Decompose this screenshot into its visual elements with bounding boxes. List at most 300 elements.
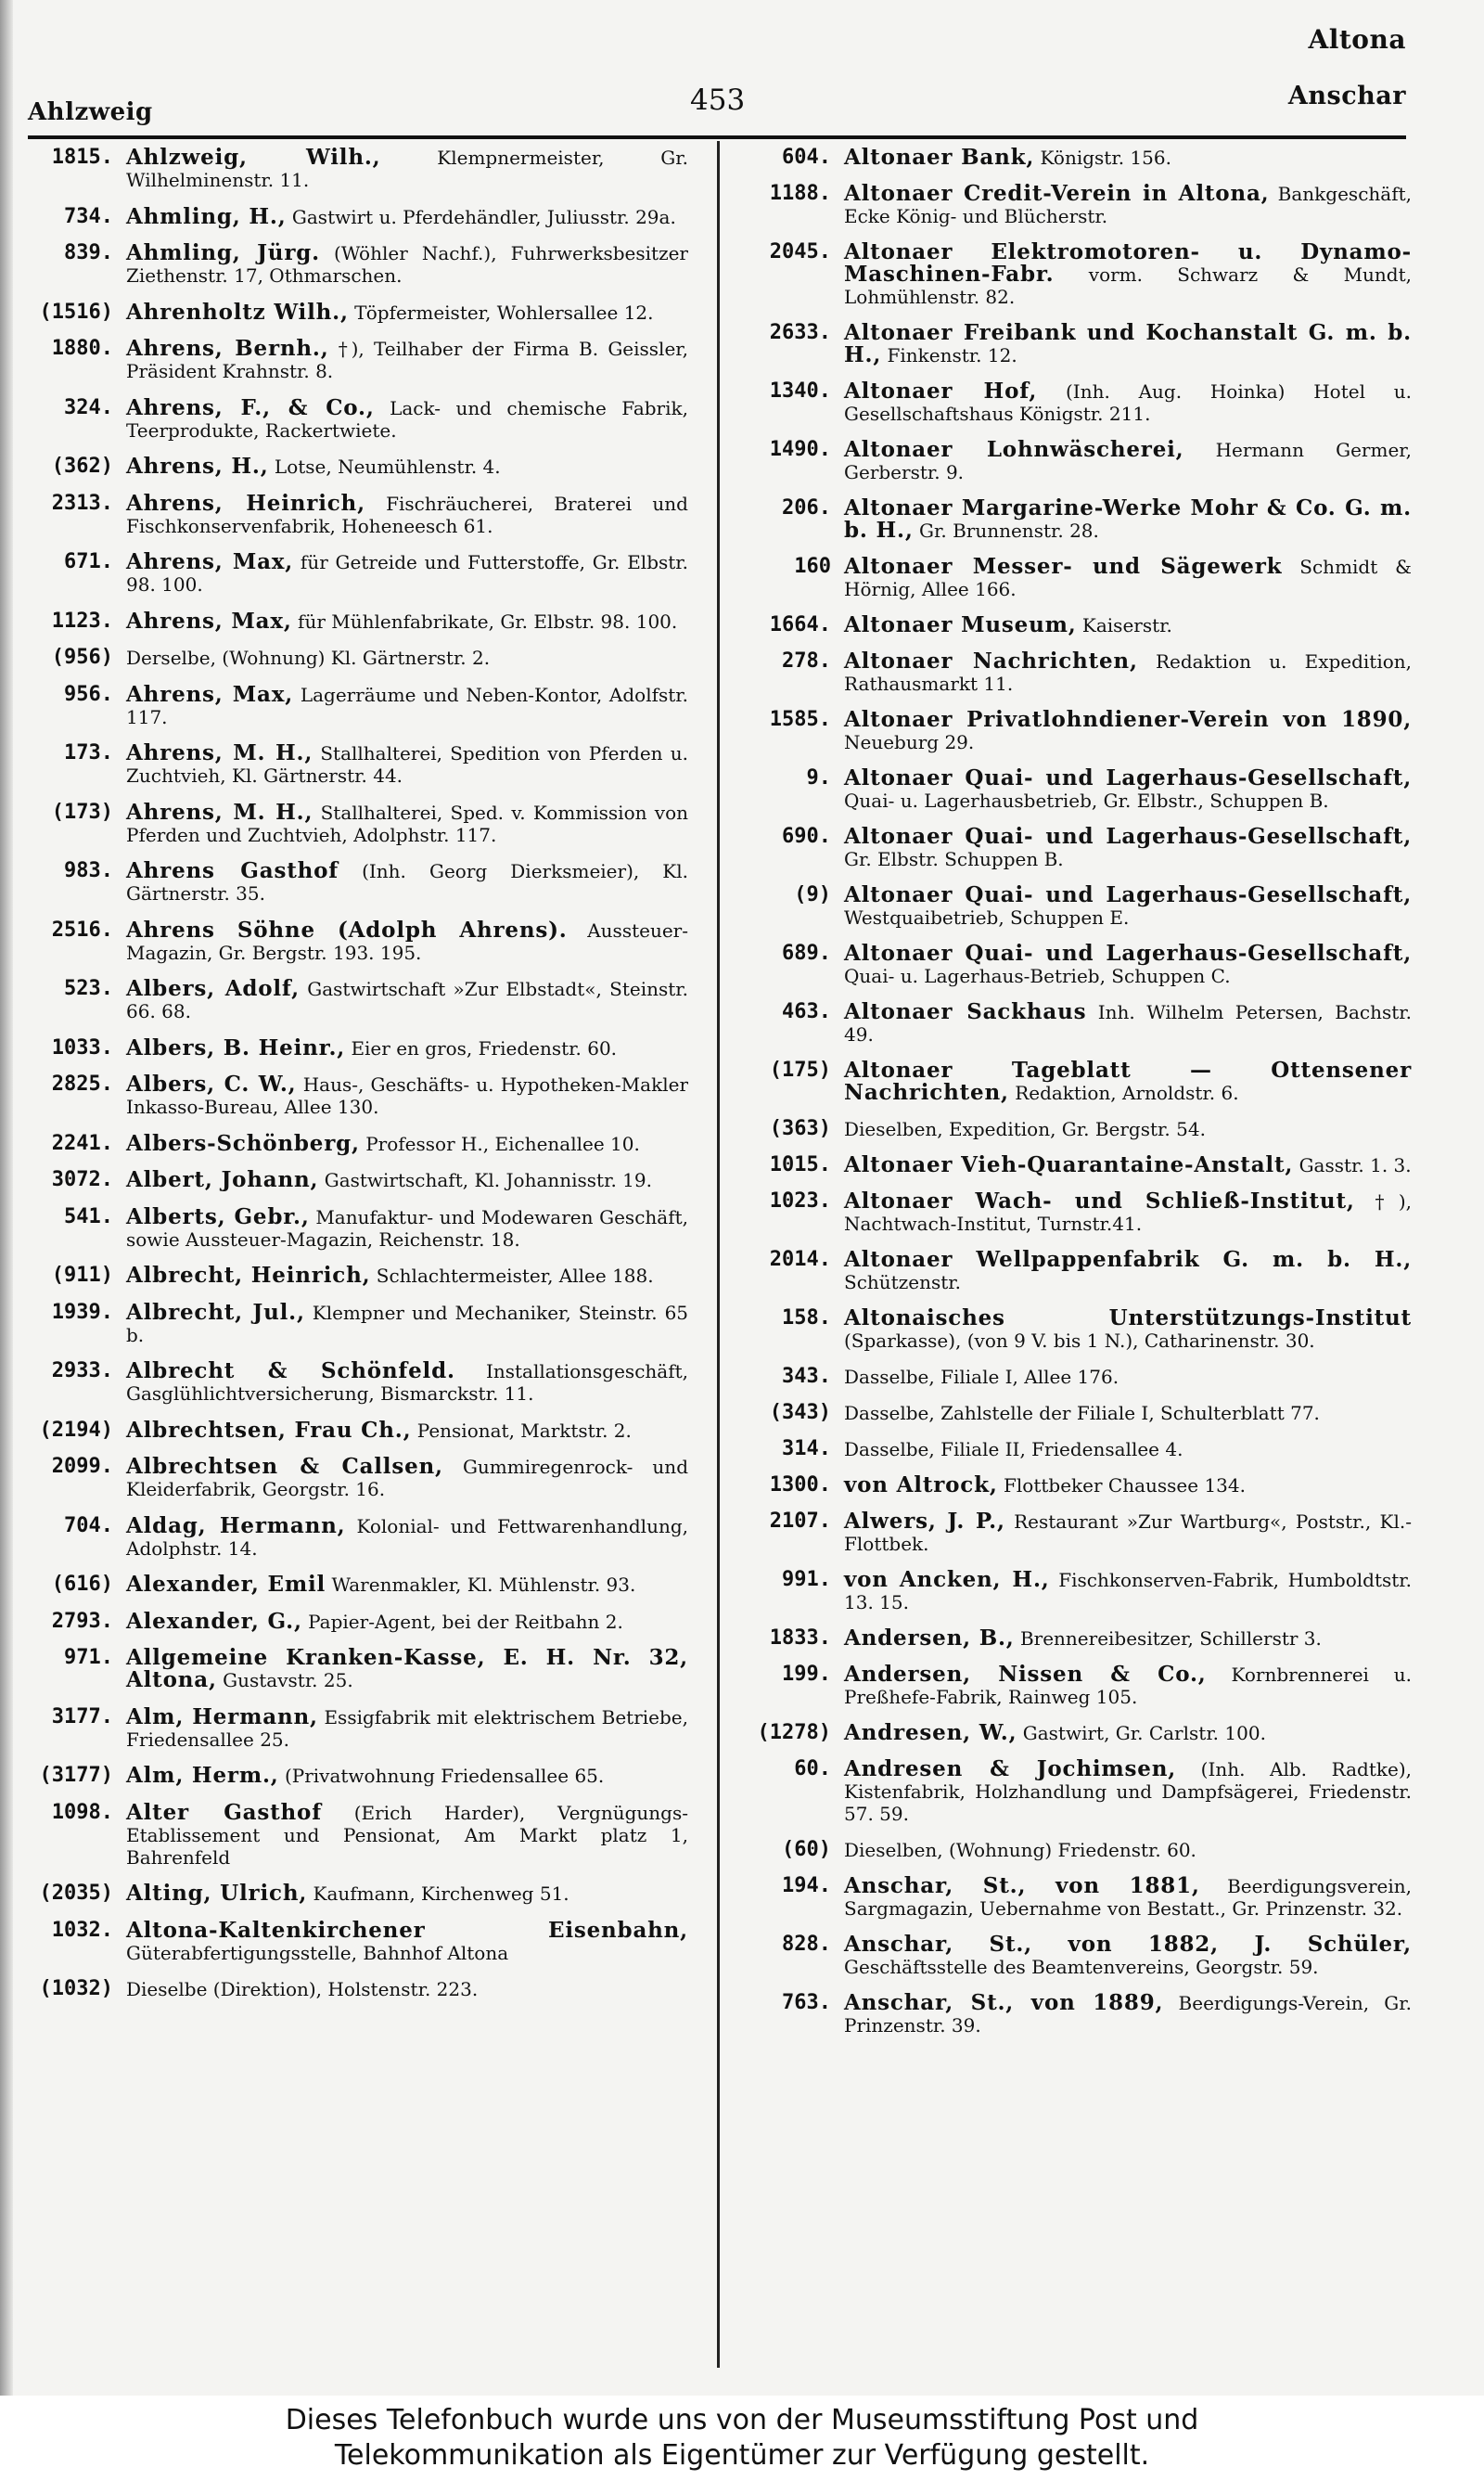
phone-number: 1188. bbox=[769, 182, 831, 205]
footer-line-2: Telekommunikation als Eigentümer zur Verfügung gestellt. bbox=[334, 2439, 1150, 2472]
subscriber-name: Albrechtsen, Frau Ch., bbox=[126, 1417, 412, 1443]
subscriber-detail: (Inh. Alb. Radtke), Kistenfabrik, Holzhandlung und Dampfsägerei, Friedenstr. 57. 59. bbox=[844, 1758, 1412, 1825]
directory-entry bbox=[28, 1417, 688, 1443]
subscriber-detail: für Mühlenfabrikate, Gr. Elbstr. 98. 100. bbox=[298, 610, 678, 633]
subscriber-detail: Hermann Germer, Gerberstr. 9. bbox=[844, 439, 1412, 483]
subscriber-detail: (Wöhler Nachf.), Fuhrwerksbesitzer Ziethenstr. 17, Othmarschen. bbox=[126, 242, 688, 287]
entry-text bbox=[126, 1799, 688, 1869]
subscriber-name: Albrechtsen & Callsen, bbox=[126, 1454, 443, 1479]
entry-text bbox=[126, 1574, 688, 1596]
footer-line-1: Dieses Telefonbuch wurde uns von der Museumsstiftung Post und bbox=[285, 2404, 1199, 2436]
subscriber-detail: Warenmakler, Kl. Mühlenstr. 93. bbox=[331, 1574, 636, 1596]
subscriber-name: von Ancken, H., bbox=[844, 1567, 1050, 1592]
subscriber-detail: Dieselben, Expedition, Gr. Bergstr. 54. bbox=[844, 1118, 1206, 1140]
entry-text bbox=[844, 322, 1412, 366]
phone-number: 2633. bbox=[769, 321, 831, 344]
entry-text bbox=[844, 241, 1412, 308]
subscriber-detail: †), Nachtwach-Institut, Turnstr.41. bbox=[844, 1190, 1412, 1235]
phone-number: 158. bbox=[782, 1306, 831, 1330]
entry-text bbox=[126, 1456, 688, 1500]
subscriber-name: Alm, Hermann, bbox=[126, 1703, 318, 1729]
phone-number: 1815. bbox=[51, 147, 113, 169]
subscriber-detail: Neueburg 29. bbox=[844, 731, 975, 753]
subscriber-name: Altonaer Messer- und Sägewerk bbox=[844, 554, 1283, 579]
phone-number: (956) bbox=[51, 646, 113, 669]
entry-text bbox=[844, 1992, 1412, 2037]
directory-entry bbox=[751, 1758, 1412, 1825]
entry-text bbox=[844, 1839, 1412, 1861]
subscriber-detail: Gr. Elbstr. Schuppen B. bbox=[844, 848, 1064, 870]
subscriber-detail: Quai- u. Lagerhaus-Betrieb, Schuppen C. bbox=[844, 965, 1231, 987]
directory-entry bbox=[751, 1402, 1412, 1424]
phone-number: 734. bbox=[64, 204, 113, 228]
phone-number: 1490. bbox=[769, 438, 831, 461]
subscriber-detail: Töpfermeister, Wohlersallee 12. bbox=[354, 301, 654, 324]
subscriber-name: Ahmling, Jürg. bbox=[126, 240, 320, 265]
entry-text bbox=[126, 551, 688, 596]
phone-number: (1032) bbox=[39, 1977, 113, 2000]
subscriber-name: Altonaer Museum, bbox=[844, 612, 1077, 637]
directory-entry bbox=[751, 1722, 1412, 1744]
directory-entry bbox=[28, 551, 688, 596]
phone-number: 206. bbox=[782, 496, 831, 520]
directory-entry bbox=[28, 203, 688, 229]
subscriber-name: Altonaer Quai- und Lagerhaus-Gesellschaft, bbox=[844, 824, 1412, 849]
phone-number: 1023. bbox=[769, 1189, 831, 1213]
subscriber-name: Andersen, B., bbox=[844, 1625, 1015, 1651]
directory-entry bbox=[751, 614, 1412, 636]
directory-entry bbox=[751, 767, 1412, 812]
phone-number: 2313. bbox=[51, 491, 113, 515]
subscriber-detail: (Erich Harder), Vergnügungs-Etablissement und Pensionat, Am Markt platz 1, Bahrenfeld bbox=[126, 1801, 688, 1869]
directory-entry bbox=[28, 1608, 688, 1634]
subscriber-name: Ahrens Gasthof bbox=[126, 858, 339, 883]
phone-number: 2045. bbox=[769, 240, 831, 263]
phone-number: 991. bbox=[782, 1568, 831, 1591]
subscriber-detail: Lack- und chemische Fabrik, Teerprodukte, Rackertwiete. bbox=[126, 396, 688, 442]
entry-text bbox=[844, 614, 1412, 636]
entry-text bbox=[126, 1265, 688, 1287]
subscriber-detail: Geschäftsstelle des Beamtenvereins, Georgstr. 59. bbox=[844, 1956, 1319, 1978]
directory-entry bbox=[28, 1703, 688, 1751]
directory-entry bbox=[751, 1992, 1412, 2037]
entry-text bbox=[126, 1130, 688, 1156]
directory-entry bbox=[751, 650, 1412, 695]
subscriber-detail: Quai- u. Lagerhausbetrieb, Gr. Elbstr., Schuppen B. bbox=[844, 790, 1329, 812]
directory-entry bbox=[751, 1307, 1412, 1352]
phone-number: 689. bbox=[782, 942, 831, 965]
phone-number: 1880. bbox=[51, 337, 113, 360]
directory-entry bbox=[751, 1154, 1412, 1176]
directory-entry bbox=[28, 456, 688, 478]
phone-number: 671. bbox=[64, 550, 113, 573]
subscriber-detail: Beerdigungs-Verein, Gr. Prinzenstr. 39. bbox=[844, 1992, 1412, 2037]
entry-text bbox=[126, 1512, 688, 1560]
entry-text bbox=[126, 490, 688, 537]
subscriber-detail: Klempnermeister, Gr. Wilhelminenstr. 11. bbox=[126, 147, 688, 191]
directory-entry bbox=[751, 1934, 1412, 1978]
phone-number: 541. bbox=[64, 1204, 113, 1228]
phone-number: 704. bbox=[64, 1513, 113, 1537]
subscriber-name: Ahrens, Heinrich, bbox=[126, 490, 365, 516]
directory-entry bbox=[751, 1249, 1412, 1293]
phone-number: (616) bbox=[51, 1573, 113, 1596]
subscriber-detail: Klempner und Mechaniker, Steinstr. 65 b. bbox=[126, 1301, 688, 1346]
subscriber-detail: Gastwirt, Gr. Carlstr. 100. bbox=[1022, 1722, 1266, 1744]
directory-entry bbox=[751, 1060, 1412, 1104]
subscriber-name: Alexander, G., bbox=[126, 1608, 302, 1634]
phone-number: 463. bbox=[782, 1000, 831, 1023]
entry-text bbox=[844, 1510, 1412, 1555]
subscriber-detail: Professor H., Eichenallee 10. bbox=[365, 1132, 640, 1155]
subscriber-name: Altonaer Nachrichten, bbox=[844, 649, 1138, 674]
entry-text bbox=[126, 919, 688, 964]
subscriber-detail: Güterabfertigungsstelle, Bahnhof Altona bbox=[126, 1941, 509, 1964]
phone-number: 1033. bbox=[51, 1035, 113, 1060]
subscriber-name: Ahrens, Max, bbox=[126, 608, 292, 634]
subscriber-name: Altonaer Vieh-Quarantaine-Anstalt, bbox=[844, 1152, 1294, 1177]
phone-number: (363) bbox=[769, 1117, 831, 1140]
entry-text bbox=[126, 1608, 688, 1634]
subscriber-detail: Dieselben, (Wohnung) Friedenstr. 60. bbox=[844, 1839, 1196, 1861]
phone-number: (9) bbox=[794, 883, 831, 906]
directory-entry bbox=[28, 978, 688, 1022]
phone-number: 2241. bbox=[51, 1131, 113, 1155]
entry-text bbox=[126, 1978, 688, 2000]
entry-text bbox=[844, 943, 1412, 987]
subscriber-detail: Installationsgeschäft, Gasglühlichtversicherung, Bismarckstr. 11. bbox=[126, 1360, 688, 1405]
directory-entry bbox=[28, 610, 688, 633]
directory-entry bbox=[751, 556, 1412, 600]
entry-text bbox=[126, 1703, 688, 1751]
phone-number: 2014. bbox=[769, 1248, 831, 1271]
subscriber-name: Ahrenholtz Wilh., bbox=[126, 299, 349, 325]
phone-number: 971. bbox=[64, 1646, 113, 1669]
column-divider bbox=[717, 141, 720, 2368]
subscriber-detail: Gr. Brunnenstr. 28. bbox=[919, 520, 1099, 542]
entry-text bbox=[126, 1299, 688, 1346]
subscriber-detail: Inh. Wilhelm Petersen, Bachstr. 49. bbox=[844, 1001, 1412, 1046]
phone-number: 763. bbox=[782, 1991, 831, 2014]
directory-entry bbox=[28, 1130, 688, 1156]
phone-number: 956. bbox=[64, 682, 113, 706]
subscriber-detail: Finkenstr. 12. bbox=[887, 344, 1017, 366]
entry-text bbox=[126, 1034, 688, 1060]
subscriber-name: Ahrens, M. H., bbox=[126, 740, 313, 765]
phone-number: 1123. bbox=[51, 609, 113, 633]
subscriber-name: Ahrens, Max, bbox=[126, 549, 294, 574]
subscriber-name: Andresen, W., bbox=[844, 1720, 1017, 1745]
phone-number: 2933. bbox=[51, 1359, 113, 1382]
subscriber-detail: Eier en gros, Friedenstr. 60. bbox=[351, 1036, 618, 1060]
entry-text bbox=[844, 1722, 1412, 1744]
subscriber-detail: Schlachtermeister, Allee 188. bbox=[376, 1265, 654, 1287]
phone-number: 1015. bbox=[769, 1153, 831, 1176]
directory-entry bbox=[28, 1917, 688, 1964]
entry-text bbox=[844, 556, 1412, 600]
directory-entry bbox=[28, 1574, 688, 1596]
subscriber-detail: Papier-Agent, bei der Reitbahn 2. bbox=[308, 1610, 623, 1633]
subscriber-detail: Haus-, Geschäfts- u. Hypotheken-Makler Inkasso-Bureau, Allee 130. bbox=[126, 1073, 688, 1118]
subscriber-detail: Schützenstr. bbox=[844, 1271, 961, 1293]
subscriber-name: Anschar, St., von 1881, bbox=[844, 1873, 1200, 1898]
phone-number: 2825. bbox=[51, 1073, 113, 1096]
subscriber-detail: Königstr. 156. bbox=[1040, 147, 1171, 169]
subscriber-name: Ahrens Söhne (Adolph Ahrens). bbox=[126, 917, 568, 943]
phone-number: 199. bbox=[782, 1663, 831, 1686]
phone-number: 839. bbox=[64, 241, 113, 264]
directory-entry bbox=[28, 338, 688, 382]
directory-entry bbox=[751, 826, 1412, 870]
subscriber-name: Altonaer Tageblatt — Ottensener Nachrichten, bbox=[844, 1058, 1412, 1105]
subscriber-name: Albrecht, Heinrich, bbox=[126, 1263, 371, 1288]
directory-entry bbox=[28, 1073, 688, 1118]
subscriber-name: Alexander, Emil bbox=[126, 1572, 326, 1597]
subscriber-detail: Manufaktur- und Modewaren Geschäft, sowie Aussteuer-Magazin, Reichenstr. 18. bbox=[126, 1205, 688, 1251]
phone-number: (1278) bbox=[757, 1721, 831, 1744]
directory-entry bbox=[28, 242, 688, 287]
directory-entry bbox=[751, 1190, 1412, 1235]
subscriber-name: Altonaer Privatlohndiener-Verein von 1890, bbox=[844, 707, 1412, 732]
directory-entry bbox=[28, 1512, 688, 1560]
entry-text bbox=[126, 742, 688, 787]
phone-number: 2793. bbox=[51, 1609, 113, 1633]
subscriber-detail: Beerdigungsverein, Sargmagazin, Uebernahme von Bestatt., Gr. Prinzenstr. 32. bbox=[844, 1875, 1412, 1920]
directory-entry bbox=[751, 1474, 1412, 1497]
subscriber-name: Albers-Schönberg, bbox=[126, 1130, 360, 1156]
subscriber-name: Alberts, Gebr., bbox=[126, 1203, 310, 1229]
entry-text bbox=[844, 1060, 1412, 1104]
subscriber-detail: Derselbe, (Wohnung) Kl. Gärtnerstr. 2. bbox=[126, 647, 491, 669]
phone-number: 1300. bbox=[769, 1473, 831, 1497]
subscriber-name: Allgemeine Kranken-Kasse, E. H. Nr. 32, Altona, bbox=[126, 1645, 688, 1692]
directory-entry bbox=[751, 439, 1412, 483]
directory-entry bbox=[28, 742, 688, 787]
entry-text bbox=[844, 1190, 1412, 1235]
subscriber-detail: †), Teilhaber der Firma B. Geissler, Präsident Krahnstr. 8. bbox=[126, 338, 688, 382]
directory-entry bbox=[28, 147, 688, 191]
subscriber-name: Andresen & Jochimsen, bbox=[844, 1756, 1177, 1781]
subscriber-name: Ahrens, Bernh., bbox=[126, 336, 329, 361]
subscriber-name: Altonaer Lohnwäscherei, bbox=[844, 437, 1184, 462]
header-left-keyword: Ahlzweig bbox=[28, 98, 153, 126]
phone-number: 1585. bbox=[769, 708, 831, 731]
subscriber-detail: Gasstr. 1. 3. bbox=[1298, 1154, 1412, 1176]
subscriber-name: Ahmling, H., bbox=[126, 203, 287, 229]
left-column bbox=[28, 147, 688, 2373]
directory-entry bbox=[28, 1647, 688, 1691]
subscriber-detail: (Sparkasse), (von 9 V. bis 1 N.), Catharinenstr. 30. bbox=[844, 1330, 1315, 1352]
entry-text bbox=[844, 497, 1412, 542]
subscriber-name: Altonaer Quai- und Lagerhaus-Gesellschaft, bbox=[844, 941, 1412, 966]
phone-number: 60. bbox=[794, 1757, 831, 1780]
subscriber-name: Albers, Adolf, bbox=[126, 976, 300, 1001]
subscriber-detail: Fischräucherei, Braterei und Fischkonservenfabrik, Hoheneesch 61. bbox=[126, 492, 688, 537]
directory-entry bbox=[28, 647, 688, 669]
subscriber-name: Ahrens, F., & Co., bbox=[126, 394, 375, 420]
subscriber-detail: vorm. Schwarz & Mundt, Lohmühlenstr. 82. bbox=[844, 263, 1412, 308]
subscriber-detail: Kaufmann, Kirchenweg 51. bbox=[313, 1882, 569, 1905]
subscriber-name: Ahrens, Max, bbox=[126, 681, 294, 707]
phone-number: (173) bbox=[51, 800, 113, 824]
directory-entry bbox=[751, 1118, 1412, 1140]
entry-text bbox=[126, 610, 688, 633]
entry-text bbox=[126, 456, 688, 478]
entry-text bbox=[844, 439, 1412, 483]
phone-number: (2035) bbox=[39, 1882, 113, 1905]
entry-text bbox=[844, 1402, 1412, 1424]
subscriber-detail: Gustavstr. 25. bbox=[223, 1669, 353, 1691]
entry-text bbox=[126, 1917, 688, 1964]
subscriber-name: Aldag, Hermann, bbox=[126, 1512, 346, 1538]
phone-number: (2194) bbox=[39, 1418, 113, 1442]
subscriber-name: Altonaer Elektromotoren- u. Dynamo-Maschinen-Fabr. bbox=[844, 239, 1412, 287]
subscriber-name: Altonaer Quai- und Lagerhaus-Gesellschaft, bbox=[844, 765, 1412, 790]
subscriber-name: Altonaer Bank, bbox=[844, 147, 1035, 170]
entry-text bbox=[844, 826, 1412, 870]
entry-text bbox=[126, 647, 688, 669]
directory-entry bbox=[28, 1765, 688, 1787]
entry-text bbox=[844, 1366, 1412, 1388]
directory-entry bbox=[751, 1875, 1412, 1920]
subscriber-name: Altona-Kaltenkirchener Eisenbahn, bbox=[126, 1917, 688, 1943]
entry-text bbox=[126, 1203, 688, 1251]
phone-number: 523. bbox=[64, 977, 113, 1000]
phone-number: 314. bbox=[782, 1437, 831, 1460]
entry-text bbox=[126, 1765, 688, 1787]
subscriber-detail: Kornbrennerei u. Preßhefe-Fabrik, Rainweg 105. bbox=[844, 1664, 1412, 1708]
entry-text bbox=[844, 380, 1412, 425]
entry-text bbox=[126, 242, 688, 287]
directory-entry bbox=[751, 380, 1412, 425]
subscriber-name: Anschar, St., von 1882, J. Schüler, bbox=[844, 1932, 1412, 1957]
right-column bbox=[751, 147, 1412, 2373]
header-right-keyword: Anschar bbox=[1287, 82, 1406, 110]
directory-entry bbox=[751, 1438, 1412, 1460]
entry-text bbox=[844, 183, 1412, 227]
subscriber-detail: Flottbeker Chaussee 134. bbox=[1004, 1474, 1246, 1497]
subscriber-detail: Kolonial- und Fettwarenhandlung, Adolphstr. 14. bbox=[126, 1514, 688, 1560]
subscriber-name: Albrecht, Jul., bbox=[126, 1299, 305, 1325]
subscriber-detail: Lagerräume und Neben-Kontor, Adolfstr. 117. bbox=[126, 683, 688, 728]
phone-number: 2516. bbox=[51, 918, 113, 942]
directory-entry bbox=[751, 183, 1412, 227]
scan-edge-shadow bbox=[0, 0, 13, 2396]
subscriber-name: Alting, Ulrich, bbox=[126, 1881, 308, 1906]
subscriber-name: Alwers, J. P., bbox=[844, 1509, 1005, 1534]
subscriber-detail: Lotse, Neumühlenstr. 4. bbox=[274, 456, 501, 478]
entry-text bbox=[126, 394, 688, 442]
entry-text bbox=[126, 338, 688, 382]
directory-entry bbox=[28, 299, 688, 325]
directory-entry bbox=[28, 1360, 688, 1405]
phone-number: 1664. bbox=[769, 613, 831, 636]
directory-entry bbox=[28, 1299, 688, 1346]
entry-text bbox=[126, 860, 688, 905]
directory-entry bbox=[751, 1627, 1412, 1650]
entry-text bbox=[844, 1627, 1412, 1650]
phone-number: 9. bbox=[806, 766, 831, 790]
entry-text bbox=[126, 299, 688, 325]
directory-entry bbox=[751, 147, 1412, 169]
entry-text bbox=[844, 1001, 1412, 1046]
directory-entry bbox=[751, 497, 1412, 542]
phone-number: 604. bbox=[782, 147, 831, 169]
directory-entry bbox=[751, 1569, 1412, 1613]
directory-entry bbox=[28, 1203, 688, 1251]
subscriber-name: Anschar, St., von 1889, bbox=[844, 1990, 1164, 2015]
subscriber-detail: Aussteuer-Magazin, Gr. Bergstr. 193. 195. bbox=[126, 919, 688, 964]
subscriber-detail: Schmidt & Hörnig, Allee 166. bbox=[844, 556, 1412, 600]
entry-text bbox=[126, 978, 688, 1022]
subscriber-detail: Brennereibesitzer, Schillerstr 3. bbox=[1019, 1627, 1322, 1650]
subscriber-name: Ahrens, H., bbox=[126, 454, 269, 479]
phone-number: 160 bbox=[794, 555, 831, 578]
subscriber-name: Altonaer Quai- und Lagerhaus-Gesellschaft, bbox=[844, 882, 1412, 907]
subscriber-name: Albers, B. Heinr., bbox=[126, 1034, 346, 1060]
phone-number: 983. bbox=[64, 859, 113, 882]
phone-number: (343) bbox=[769, 1401, 831, 1424]
directory-entry bbox=[751, 1510, 1412, 1555]
subscriber-name: Altonaer Wach- und Schließ-Institut, bbox=[844, 1189, 1355, 1214]
subscriber-detail: Essigfabrik mit elektrischem Betriebe, Friedensallee 25. bbox=[126, 1705, 688, 1751]
phone-number: 278. bbox=[782, 649, 831, 673]
subscriber-detail: Dasselbe, Zahlstelle der Filiale I, Schulterblatt 77. bbox=[844, 1402, 1320, 1424]
subscriber-detail: Redaktion u. Expedition, Rathausmarkt 11. bbox=[844, 650, 1412, 695]
entry-text bbox=[126, 799, 688, 846]
directory-entry bbox=[751, 1366, 1412, 1388]
header-city: Altona bbox=[1308, 24, 1406, 55]
subscriber-detail: für Getreide und Futterstoffe, Gr. Elbstr. 98. 100. bbox=[126, 551, 688, 596]
entry-text bbox=[844, 1249, 1412, 1293]
subscriber-detail: Gastwirtschaft »Zur Elbstadt«, Steinstr. 66. 68. bbox=[126, 978, 688, 1022]
subscriber-name: Alter Gasthof bbox=[126, 1799, 322, 1825]
entry-text bbox=[844, 1474, 1412, 1497]
subscriber-name: Altonaer Margarine-Werke Mohr & Co. G. m. b. H., bbox=[844, 495, 1412, 543]
subscriber-detail: (Inh. Georg Dierksmeier), Kl. Gärtnerstr. 35. bbox=[126, 860, 688, 905]
subscriber-detail: Gummiregenrock- und Kleiderfabrik, Georgstr. 16. bbox=[126, 1456, 688, 1500]
directory-entry bbox=[28, 1265, 688, 1287]
phone-number: (362) bbox=[51, 455, 113, 478]
directory-entry bbox=[28, 1456, 688, 1500]
subscriber-detail: Dasselbe, Filiale II, Friedensallee 4. bbox=[844, 1438, 1183, 1460]
directory-entry bbox=[28, 1799, 688, 1869]
directory-entry bbox=[751, 943, 1412, 987]
phone-number: 173. bbox=[64, 741, 113, 765]
subscriber-name: Albers, C. W., bbox=[126, 1072, 297, 1097]
subscriber-detail: Bankgeschäft, Ecke König- und Blücherstr. bbox=[844, 183, 1412, 227]
entry-text bbox=[844, 1154, 1412, 1176]
footer-notice bbox=[0, 2396, 1484, 2480]
directory-entry bbox=[28, 1978, 688, 2000]
directory-entry bbox=[751, 884, 1412, 929]
entry-text bbox=[844, 1569, 1412, 1613]
phone-number: (3177) bbox=[39, 1764, 113, 1787]
entry-text bbox=[844, 1438, 1412, 1460]
phone-number: 194. bbox=[782, 1874, 831, 1897]
directory-entry bbox=[28, 490, 688, 537]
subscriber-name: Altonaer Sackhaus bbox=[844, 999, 1087, 1024]
phone-number: 324. bbox=[64, 395, 113, 419]
phone-number: 3177. bbox=[51, 1704, 113, 1728]
entry-text bbox=[126, 1073, 688, 1118]
directory-entry bbox=[28, 799, 688, 846]
entry-text bbox=[126, 1882, 688, 1905]
entry-text bbox=[126, 147, 688, 191]
directory-entry bbox=[28, 394, 688, 442]
phone-number: 2099. bbox=[51, 1455, 113, 1478]
entry-text bbox=[126, 1647, 688, 1691]
